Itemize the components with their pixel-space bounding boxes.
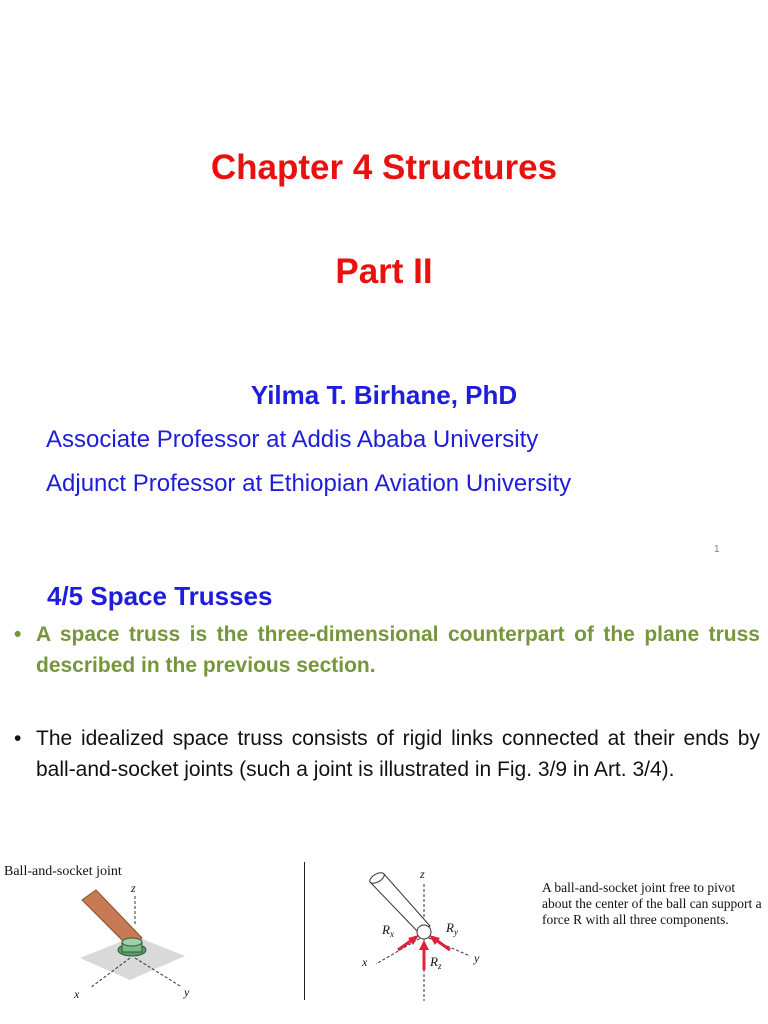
ball-socket-joint-illustration [60,878,210,1003]
force-label-ry: $R_y$ [446,920,458,937]
bullet-text-2: The idealized space truss consists of rigid links connected at their ends by ball-and-socket joints (such a joint is illustrated in Fig. 3/9 in Art. 3/4). [36,727,760,781]
force-ry-head [429,935,440,945]
bullet-text-1: A space truss is the three-dimensional counterpart of the plane truss described in the previous section. [36,623,760,677]
figure-caption: A ball-and-socket joint free to pivot about the center of the ball can support a force R with all three components. [542,880,762,927]
z-axis-label: z [420,867,425,881]
y-axis-label: y [474,951,480,965]
page-number: 1 [714,544,720,555]
x-axis-label: x [362,955,368,969]
socket-top [122,938,142,946]
bullet-dot: • [14,623,22,646]
ball [417,925,431,939]
figure-divider [304,862,305,1000]
bullet-dot: • [14,727,22,750]
rod-outline [370,874,430,932]
slide-title: Chapter 4 Structures [210,148,558,187]
slide-subtitle: Part II [335,252,433,291]
y-axis-label: y [184,985,190,999]
figure-label-ball-socket: Ball-and-socket joint [4,864,122,879]
force-label-rz: $R_z$ [430,954,442,971]
bullet-item-1 [14,619,760,681]
force-diagram [350,866,510,1006]
bullet-item-2 [14,723,760,785]
affiliation-1: Associate Professor at Addis Ababa University [46,426,539,453]
author-name: Yilma T. Birhane, PhD [250,380,518,410]
force-arrows [398,935,450,970]
affiliation-2: Adjunct Professor at Ethiopian Aviation University [46,470,572,497]
x-axis-label: x [74,987,80,1001]
z-axis-label: z [131,881,136,895]
section-title: 4/5 Space Trusses [47,581,273,611]
force-label-rx: $R_x$ [382,922,394,939]
force-rz-head [419,940,429,950]
